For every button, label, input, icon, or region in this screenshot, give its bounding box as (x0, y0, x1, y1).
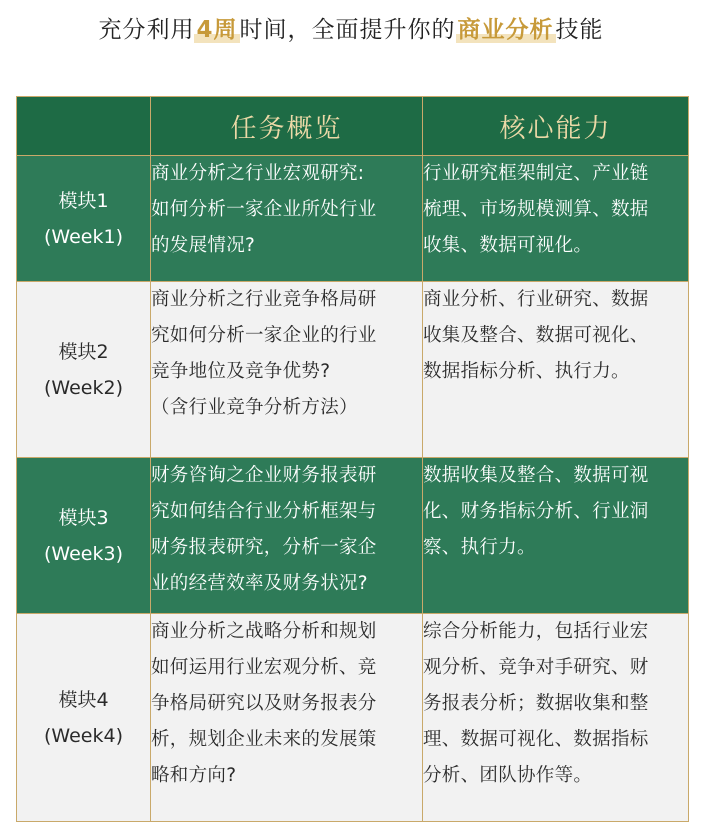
table-row-module-4 (17, 614, 689, 822)
module-cell (17, 614, 151, 822)
overview-line: 略和方向? (151, 765, 237, 786)
overview-line: 如何运用行业宏观分析、竞 (151, 657, 377, 678)
header-empty-cell (17, 97, 151, 156)
overview-line: 财务报表研究，分析一家企 (151, 537, 377, 558)
module-name: 模块2 (58, 340, 109, 363)
module-week: (Week3) (44, 542, 123, 565)
overview-line: （含行业竞争分析方法） (151, 397, 358, 418)
headline-weeks-highlight: 4周 (196, 17, 238, 43)
module-cell (17, 458, 151, 614)
course-table (16, 96, 689, 822)
overview-line: 如何分析一家企业所处行业 (151, 199, 377, 220)
table-row-module-3 (17, 458, 689, 614)
module-cell (17, 156, 151, 282)
module-cell (17, 282, 151, 458)
overview-line: 的发展情况? (151, 235, 256, 256)
ability-line: 数据指标分析、执行力。 (423, 361, 630, 382)
module-name: 模块4 (58, 688, 109, 711)
table-row-module-1 (17, 156, 689, 282)
module-week: (Week1) (44, 225, 123, 248)
ability-cell (423, 614, 689, 822)
overview-line: 究如何分析一家企业的行业 (151, 325, 377, 346)
ability-line: 理、数据可视化、数据指标 (423, 729, 649, 750)
overview-line: 商业分析之行业竞争格局研 (151, 289, 377, 310)
header-overview: 任务概览 (151, 97, 423, 156)
ability-cell (423, 282, 689, 458)
headline-prefix: 充分利用 (98, 17, 195, 43)
headline-skill-highlight: 商业分析 (457, 17, 554, 43)
overview-line: 商业分析之行业宏观研究: (151, 163, 365, 184)
overview-line: 竞争地位及竞争优势? (151, 361, 331, 382)
ability-line: 数据收集及整合、数据可视 (423, 465, 649, 486)
ability-line: 收集及整合、数据可视化、 (423, 325, 649, 346)
overview-line: 究如何结合行业分析框架与 (151, 501, 377, 522)
overview-cell (151, 156, 423, 282)
module-name: 模块3 (58, 506, 109, 529)
overview-cell (151, 458, 423, 614)
overview-line: 争格局研究以及财务报表分 (151, 693, 377, 714)
ability-line: 察、执行力。 (423, 537, 536, 558)
headline-middle: 时间，全面提升你的 (239, 17, 456, 43)
ability-line: 商业分析、行业研究、数据 (423, 289, 649, 310)
ability-cell (423, 458, 689, 614)
overview-line: 商业分析之战略分析和规划 (151, 621, 377, 642)
headline-suffix: 技能 (555, 17, 604, 43)
module-week: (Week2) (44, 376, 123, 399)
ability-line: 分析、团队协作等。 (423, 765, 593, 786)
ability-line: 化、财务指标分析、行业洞 (423, 501, 649, 522)
ability-line: 务报表分析；数据收集和整 (423, 693, 649, 714)
header-core-ability: 核心能力 (423, 97, 689, 156)
table-header-row (17, 97, 689, 156)
overview-cell (151, 282, 423, 458)
ability-line: 综合分析能力，包括行业宏 (423, 621, 649, 642)
ability-line: 梳理、市场规模测算、数据 (423, 199, 649, 220)
overview-line: 析，规划企业未来的发展策 (151, 729, 377, 750)
overview-line: 财务咨询之企业财务报表研 (151, 465, 377, 486)
overview-cell (151, 614, 423, 822)
module-name: 模块1 (58, 189, 109, 212)
ability-line: 行业研究框架制定、产业链 (423, 163, 649, 184)
ability-line: 观分析、竞争对手研究、财 (423, 657, 649, 678)
page-headline (0, 10, 702, 50)
ability-cell (423, 156, 689, 282)
overview-line: 业的经营效率及财务状况? (151, 573, 368, 594)
table-row-module-2 (17, 282, 689, 458)
ability-line: 收集、数据可视化。 (423, 235, 593, 256)
module-week: (Week4) (44, 724, 123, 747)
